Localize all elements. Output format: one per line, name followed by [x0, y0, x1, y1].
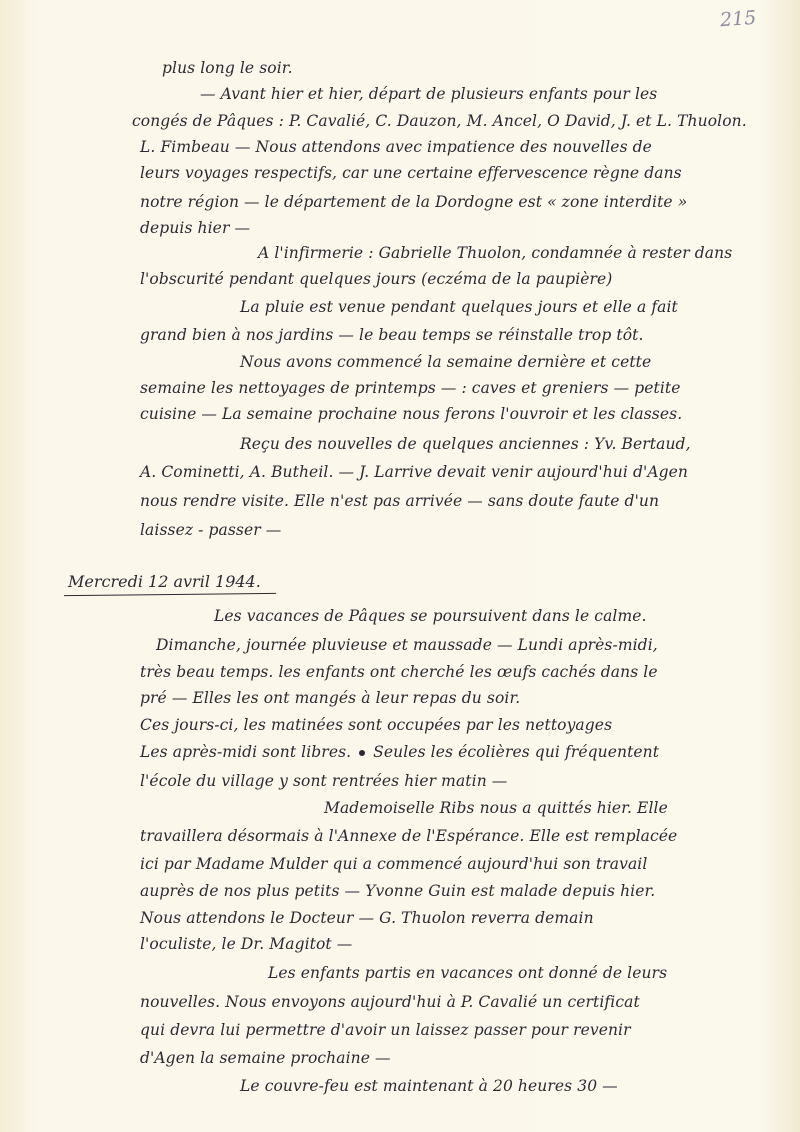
entry-date-heading: Mercredi 12 avril 1944.: [68, 572, 261, 591]
text-line: très beau temps. les enfants ont cherché les œufs cachés dans le: [140, 663, 658, 681]
text-line: leurs voyages respectifs, car une certaine effervescence règne dans: [140, 164, 682, 182]
text-line: semaine les nettoyages de printemps — : caves et greniers — petite: [140, 379, 681, 397]
text-line: Les enfants partis en vacances ont donné de leurs: [268, 964, 668, 982]
text-line: A l'infirmerie : Gabrielle Thuolon, condamnée à rester dans: [258, 244, 733, 262]
text-line: qui devra lui permettre d'avoir un laissez passer pour revenir: [140, 1021, 631, 1039]
text-line: pré — Elles les ont mangés à leur repas du soir.: [140, 689, 521, 707]
date-underline: [64, 593, 276, 596]
text-line: plus long le soir.: [162, 59, 293, 77]
text-line: notre région — le département de la Dordogne est « zone interdite »: [140, 193, 688, 211]
text-line: A. Cominetti, A. Butheil. — J. Larrive devait venir aujourd'hui d'Agen: [140, 463, 689, 481]
text-line: Les vacances de Pâques se poursuivent dans le calme.: [214, 607, 647, 625]
text-line: Dimanche, journée pluvieuse et maussade — Lundi après-midi,: [156, 636, 658, 654]
text-line: l'obscurité pendant quelques jours (eczéma de la paupière): [140, 270, 613, 288]
text-line: cuisine — La semaine prochaine nous ferons l'ouvroir et les classes.: [140, 405, 683, 423]
text-line: Ces jours-ci, les matinées sont occupées par les nettoyages: [140, 716, 613, 734]
text-line: congés de Pâques : P. Cavalié, C. Dauzon, M. Ancel, O David, J. et L. Thuolon.: [132, 112, 747, 130]
text-line: l'oculiste, le Dr. Magitot —: [140, 935, 353, 953]
page-number: 215: [719, 6, 757, 32]
text-line: ici par Madame Mulder qui a commencé aujourd'hui son travail: [140, 855, 648, 873]
text-line: Nous attendons le Docteur — G. Thuolon reverra demain: [140, 909, 594, 927]
bullet-mark: [359, 750, 365, 756]
text-line: nous rendre visite. Elle n'est pas arrivée — sans doute faute d'un: [140, 492, 660, 510]
text-line: grand bien à nos jardins — le beau temps se réinstalle trop tôt.: [140, 326, 644, 344]
text-line: d'Agen la semaine prochaine —: [140, 1049, 391, 1067]
text-line: auprès de nos plus petits — Yvonne Guin est malade depuis hier.: [140, 882, 656, 900]
text-line: L. Fimbeau — Nous attendons avec impatience des nouvelles de: [140, 138, 652, 156]
text-line: l'école du village y sont rentrées hier matin —: [140, 772, 508, 790]
text-line: La pluie est venue pendant quelques jours et elle a fait: [240, 298, 678, 316]
text-segment: Seules les écolières qui fréquentent: [373, 743, 660, 761]
text-line: Reçu des nouvelles de quelques anciennes : Yv. Bertaud,: [240, 435, 691, 453]
text-line: travaillera désormais à l'Annexe de l'Espérance. Elle est remplacée: [140, 827, 678, 845]
text-line-with-bullet: [0, 742, 800, 762]
text-line: depuis hier —: [140, 219, 251, 237]
text-line: Mademoiselle Ribs nous a quittés hier. Elle: [324, 799, 668, 817]
text-line: — Avant hier et hier, départ de plusieurs enfants pour les: [200, 85, 658, 103]
text-segment: Les après-midi sont libres.: [140, 743, 352, 761]
text-line: Nous avons commencé la semaine dernière et cette: [240, 353, 652, 371]
text-line: Le couvre-feu est maintenant à 20 heures 30 —: [240, 1077, 618, 1095]
text-line: laissez - passer —: [140, 521, 282, 539]
text-line: nouvelles. Nous envoyons aujourd'hui à P. Cavalié un certificat: [140, 993, 640, 1011]
